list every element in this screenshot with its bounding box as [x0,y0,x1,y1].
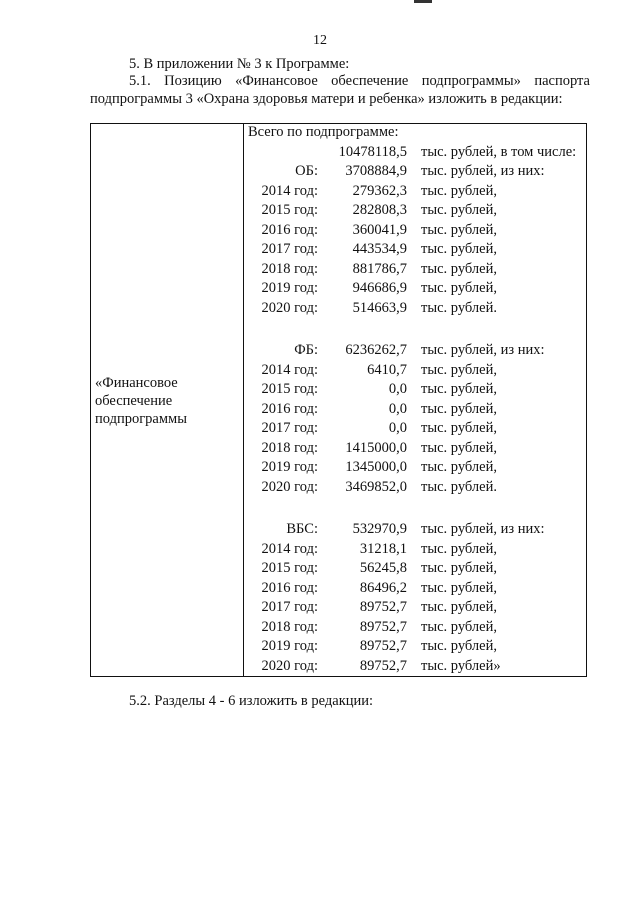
year-unit: тыс. рублей, [421,439,497,456]
year-label: 2016 год: [261,400,318,417]
funding-source-row [243,521,583,541]
source-value: 6236262,7 [345,342,407,358]
year-unit: тыс. рублей, [421,381,497,397]
year-value: 279362,3 [352,182,407,199]
year-label: 2018 год: [261,260,318,277]
position-label-line: подпрограммы [95,411,187,427]
year-label: 2014 год: [261,182,318,199]
year-row [243,381,583,401]
position-label-line: обеспечение [95,393,173,409]
year-label: 2016 год: [261,221,318,238]
year-label: 2017 год: [261,420,318,436]
year-unit: тыс. рублей» [421,657,501,674]
year-value: 946686,9 [352,280,407,296]
year-unit: тыс. рублей, [421,400,497,417]
year-unit: тыс. рублей, [421,420,497,436]
year-value: 360041,9 [352,221,407,238]
year-row [243,362,583,382]
year-row [243,459,583,479]
year-value: 514663,9 [352,299,407,316]
year-unit: тыс. рублей, [421,618,497,635]
year-unit: тыс. рублей, [421,579,497,596]
year-value: 0,0 [388,381,407,397]
year-unit: тыс. рублей, [421,599,497,615]
year-value: 0,0 [388,400,407,417]
word: паспорта [534,73,590,89]
year-label: 2017 год: [261,241,318,257]
year-value: 56245,8 [359,560,407,576]
year-label: 2019 год: [261,459,318,475]
year-unit: тыс. рублей. [421,299,497,316]
year-label: 2017 год: [261,599,318,615]
year-unit: тыс. рублей. [421,478,497,495]
year-row [243,599,583,619]
source-unit: тыс. рублей, из них: [421,521,545,537]
year-label: 2018 год: [261,618,318,635]
year-value: 86496,2 [359,579,407,596]
financing-table [90,123,587,677]
year-label: 2015 год: [261,381,318,397]
year-row [243,280,583,300]
year-label: 2015 год: [261,560,318,576]
paragraph-5-2: 5.2. Разделы 4 - 6 изложить в редакции: [129,693,374,709]
year-unit: тыс. рублей, [421,241,497,257]
position-label-line: «Финансовое [95,375,178,391]
year-value: 1415000,0 [345,439,407,456]
word: «Финансовое [235,73,318,89]
word: обеспечение [331,73,409,89]
source-label: ФБ: [294,342,318,358]
source-value: 532970,9 [352,521,407,537]
year-label: 2018 год: [261,439,318,456]
year-value: 89752,7 [359,618,407,635]
funding-source-row [243,163,583,183]
year-row [243,261,583,281]
year-value: 3469852,0 [345,478,407,495]
year-row [243,541,583,561]
year-row [243,222,583,242]
year-row [243,658,583,678]
year-row [243,440,583,460]
year-value: 89752,7 [359,657,407,674]
year-value: 89752,7 [359,599,407,615]
year-value: 881786,7 [352,260,407,277]
year-label: 2014 год: [261,361,318,378]
year-label: 2019 год: [261,280,318,296]
source-label: ОБ: [295,163,318,179]
paragraph-5-1-line1 [129,73,590,90]
year-row [243,241,583,261]
year-row [243,202,583,222]
page-number: 12 [313,33,327,48]
year-row [243,580,583,600]
year-unit: тыс. рублей, [421,202,497,218]
year-label: 2020 год: [261,478,318,495]
year-unit: тыс. рублей, [421,560,497,576]
year-value: 282808,3 [352,202,407,218]
total-value: 10478118,5 [338,144,407,160]
year-unit: тыс. рублей, [421,260,497,277]
year-row [243,183,583,203]
year-unit: тыс. рублей, [421,280,497,296]
scan-mark [414,0,432,3]
year-row [243,420,583,440]
year-label: 2019 год: [261,638,318,654]
year-row [243,560,583,580]
position-label [95,374,240,428]
word: Позицию [164,73,222,89]
year-unit: тыс. рублей, [421,361,497,378]
year-value: 0,0 [388,420,407,436]
year-unit: тыс. рублей, [421,221,497,238]
source-value: 3708884,9 [345,163,407,179]
year-value: 89752,7 [359,638,407,654]
year-row [243,300,583,320]
year-unit: тыс. рублей, [421,459,497,475]
year-label: 2015 год: [261,202,318,218]
paragraph-5: 5. В приложении № 3 к Программе: [129,56,350,72]
word: подпрограммы» [421,73,521,89]
year-unit: тыс. рублей, [421,540,497,557]
year-row [243,401,583,421]
year-row [243,619,583,639]
year-label: 2014 год: [261,540,318,557]
source-unit: тыс. рублей, из них: [421,342,545,358]
year-label: 2020 год: [261,299,318,316]
year-row [243,638,583,658]
source-unit: тыс. рублей, из них: [421,163,545,179]
year-value: 443534,9 [352,241,407,257]
word: 5.1. [129,73,151,89]
paragraph-5-1-line2: подпрограммы 3 «Охрана здоровья матери и ребенка» изложить в редакции: [90,91,563,107]
year-unit: тыс. рублей, [421,182,497,199]
year-value: 1345000,0 [345,459,407,475]
year-label: 2016 год: [261,579,318,596]
year-label: 2020 год: [261,657,318,674]
year-unit: тыс. рублей, [421,638,497,654]
year-row [243,479,583,499]
year-value: 31218,1 [359,540,407,557]
source-label: ВБС: [286,521,318,537]
total-heading: Всего по подпрограмме: [248,124,399,140]
total-unit: тыс. рублей, в том числе: [421,144,577,160]
year-value: 6410,7 [367,361,407,378]
funding-source-row [243,342,583,362]
